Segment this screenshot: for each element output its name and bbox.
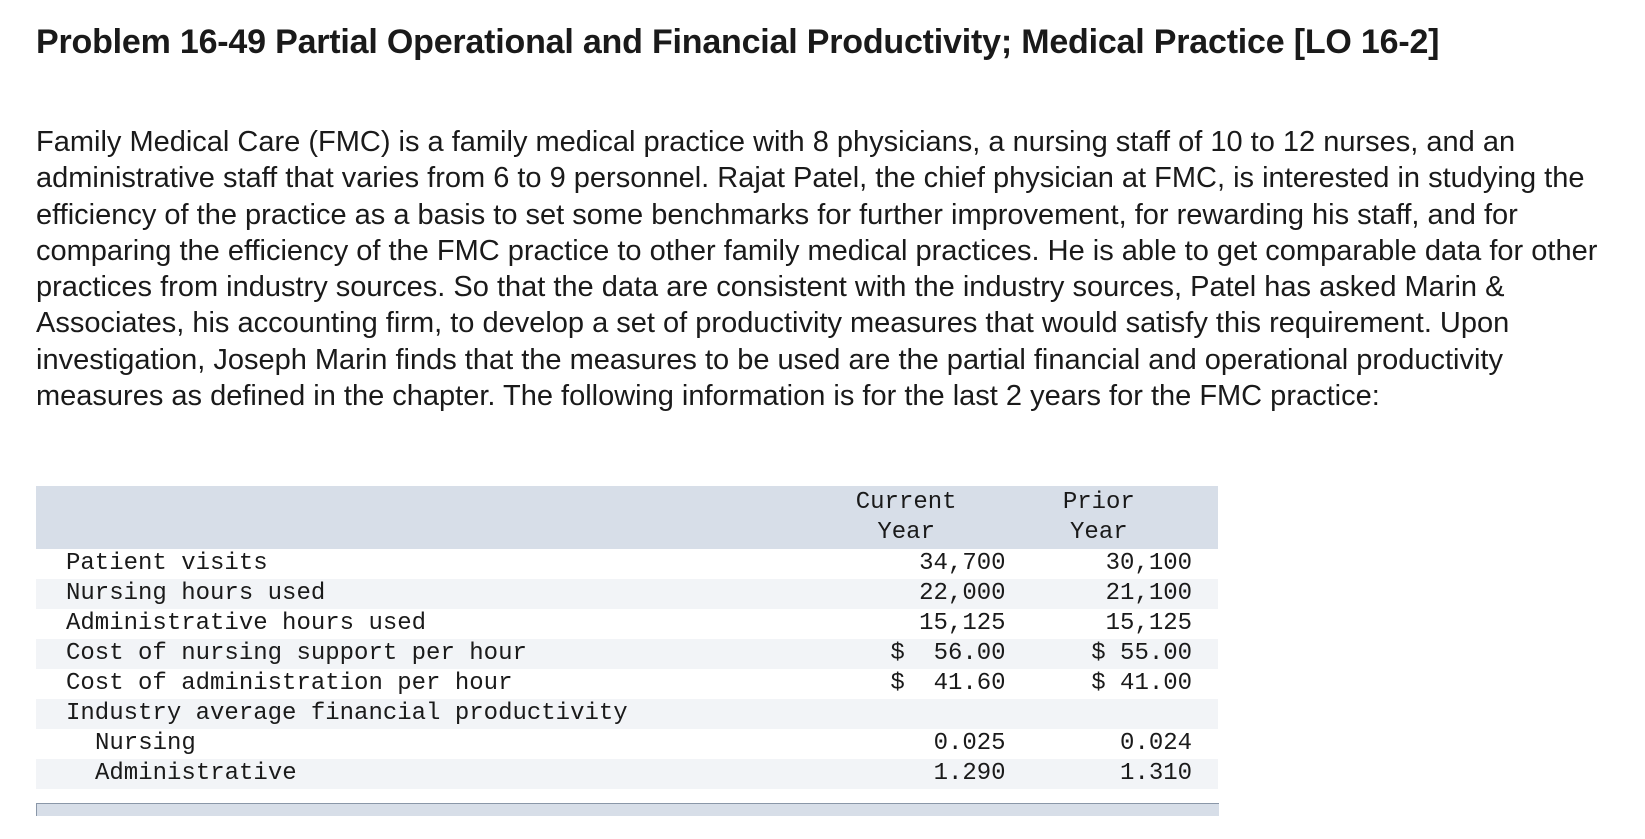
row-current-value: $ 41.60 [890, 670, 1006, 697]
table-row [36, 759, 1218, 789]
row-pad [1192, 609, 1218, 639]
row-pad [1192, 729, 1218, 759]
row-prior-value: $ 41.00 [1091, 670, 1193, 697]
row-prior-value: 15,125 [1105, 610, 1193, 637]
row-label: Cost of nursing support per hour [66, 640, 527, 667]
row-current-value: 0.025 [933, 730, 1006, 757]
table-footer-bar [36, 803, 1219, 816]
row-prior-value [1006, 699, 1192, 729]
row-pad [1192, 699, 1218, 729]
row-pad [1192, 579, 1218, 609]
header-prior-year [1006, 486, 1192, 549]
table-row [36, 609, 1218, 639]
table-row [36, 639, 1218, 669]
row-prior-value: $ 55.00 [1091, 640, 1193, 667]
row-current-value: 1.290 [933, 760, 1006, 787]
row-current-value: 34,700 [919, 550, 1006, 577]
row-prior-value: 30,100 [1105, 550, 1193, 577]
data-table [36, 486, 1218, 789]
row-label: Administrative [95, 760, 297, 787]
row-pad [1192, 669, 1218, 699]
header-current-line2: Year [877, 518, 935, 546]
row-current-value: $ 56.00 [890, 640, 1006, 667]
row-current-value: 22,000 [919, 580, 1006, 607]
row-label: Industry average financial productivity [66, 700, 628, 727]
row-current-value [807, 699, 1006, 729]
table-row [36, 579, 1218, 609]
row-current-value: 15,125 [919, 610, 1006, 637]
row-prior-value: 21,100 [1105, 580, 1193, 607]
table-row [36, 729, 1218, 759]
table-row [36, 669, 1218, 699]
header-current-line1: Current [855, 489, 957, 516]
row-label: Administrative hours used [66, 610, 427, 637]
header-prior-line1: Prior [1062, 489, 1135, 516]
row-prior-value: 0.024 [1120, 730, 1193, 757]
header-prior-line2: Year [1070, 518, 1128, 546]
header-current-year [807, 486, 1006, 549]
table-row [36, 549, 1218, 579]
row-pad [1192, 639, 1218, 669]
header-label-blank [36, 486, 807, 549]
row-label: Nursing [95, 730, 196, 757]
problem-description: Family Medical Care (FMC) is a family medical practice with 8 physicians, a nursing staff of 10 to 12 nurses, and an administrative staff that varies from 6 to 9 personnel. Rajat Patel, the chief physician at FMC, is interested in studying the efficiency of the practice as a basis to set some benchmarks for further improvement, for rewarding his staff, and for comparing the efficiency of the FMC practice to other family medical practices. He is able to get comparable data for other practices from industry sources. So that the data are consistent with the industry sources, Patel has asked Marin & Associates, his accounting firm, to develop a set of productivity measures that would satisfy this requirement. Upon investigation, Joseph Marin finds that the measures to be used are the partial financial and operational productivity measures as defined in the chapter. The following information is for the last 2 years for the FMC practice: [36, 126, 1598, 413]
row-label: Cost of administration per hour [66, 670, 513, 697]
table-row [36, 699, 1218, 729]
header-pad [1192, 486, 1218, 549]
row-prior-value: 1.310 [1120, 760, 1193, 787]
row-label: Patient visits [66, 550, 268, 577]
row-pad [1192, 759, 1218, 789]
row-pad [1192, 549, 1218, 579]
row-label: Nursing hours used [66, 580, 326, 607]
table-header-row [36, 486, 1218, 549]
problem-title: Problem 16-49 Partial Operational and Financial Productivity; Medical Practice [LO 16-2] [36, 23, 1440, 61]
